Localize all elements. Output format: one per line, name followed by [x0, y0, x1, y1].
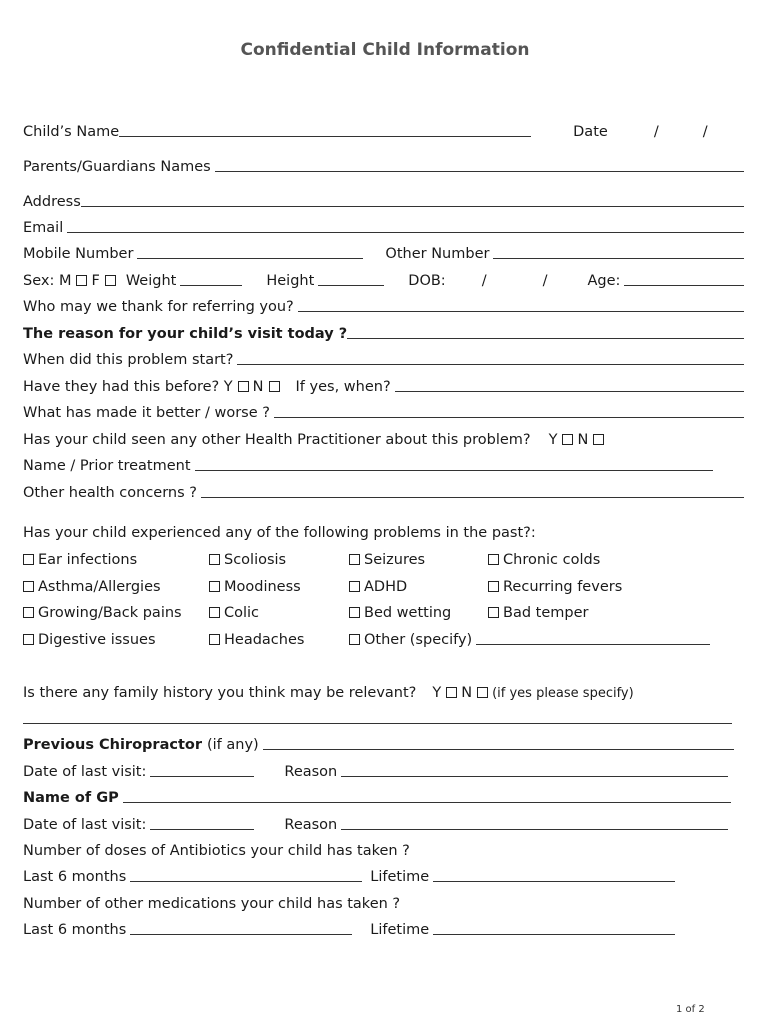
history-option-label: Bad temper: [503, 605, 589, 621]
history-option[interactable]: [23, 599, 182, 621]
dob-label: DOB:: [408, 273, 446, 289]
age-field[interactable]: [624, 285, 744, 286]
history-option-label: Scoliosis: [224, 552, 287, 568]
other-meds-lifetime-field[interactable]: [433, 934, 675, 935]
problem-start-row: [23, 346, 746, 368]
seen-other-label: Has your child seen any other Health Practitioner about this problem?: [23, 432, 531, 448]
history-option[interactable]: [209, 546, 286, 568]
history-option[interactable]: [209, 573, 301, 595]
reason-label: The reason for your child’s visit today ?: [23, 326, 348, 342]
mobile-field[interactable]: [137, 258, 363, 259]
had-before-n-checkbox[interactable]: [269, 381, 280, 392]
antibiotics-counts-row: [23, 863, 746, 885]
other-number-label: Other Number: [385, 246, 490, 262]
history-row: [23, 546, 763, 568]
had-before-n-label: N: [252, 379, 264, 395]
if-yes-when-field[interactable]: [395, 391, 744, 392]
sex-m-checkbox[interactable]: [76, 275, 87, 286]
history-option[interactable]: [488, 546, 600, 568]
history-option-label: Bed wetting: [364, 605, 452, 621]
gp-label: Name of GP: [23, 790, 119, 806]
other-meds-label: Number of other medications your child has taken ?: [23, 896, 401, 912]
referral-label: Who may we thank for referring you?: [23, 299, 294, 315]
history-checkbox[interactable]: [209, 554, 220, 565]
history-option[interactable]: [349, 626, 712, 648]
antibiotics-label: Number of doses of Antibiotics your child has taken ?: [23, 843, 410, 859]
history-checkbox[interactable]: [488, 607, 499, 618]
address-field[interactable]: [81, 206, 744, 207]
family-specify-label: (if yes please specify): [492, 686, 634, 701]
antibiotics-lifetime-label: Lifetime: [370, 869, 430, 885]
chiro-visit-row: [23, 758, 730, 780]
gp-field[interactable]: [123, 802, 731, 803]
problem-start-field[interactable]: [237, 364, 744, 365]
parents-field[interactable]: [215, 171, 744, 172]
history-row: [23, 573, 763, 595]
chiro-last-visit-label: Date of last visit:: [23, 764, 147, 780]
antibiotics-lifetime-field[interactable]: [433, 881, 675, 882]
other-meds-lifetime-label: Lifetime: [370, 922, 430, 938]
history-checkbox[interactable]: [488, 581, 499, 592]
family-history-label: Is there any family history you think may be relevant?: [23, 685, 417, 701]
weight-field[interactable]: [180, 285, 242, 286]
address-row: [23, 188, 746, 210]
reason-row: [23, 320, 746, 342]
history-option[interactable]: [209, 626, 304, 648]
history-option-label: Seizures: [364, 552, 426, 568]
gp-reason-field[interactable]: [341, 829, 728, 830]
seen-other-n-label: N: [577, 432, 589, 448]
childs-name-row: [23, 118, 746, 140]
dob-slash-1: /: [481, 273, 487, 289]
height-label: Height: [266, 273, 315, 289]
history-option-label: Growing/Back pains: [38, 605, 182, 621]
family-y-label: Y: [432, 685, 442, 701]
referral-field[interactable]: [298, 311, 744, 312]
prior-treatment-row: [23, 452, 746, 474]
history-checkbox[interactable]: [209, 607, 220, 618]
problem-start-label: When did this problem start?: [23, 352, 234, 368]
parents-row: [23, 153, 746, 175]
history-option-label: Ear infections: [38, 552, 138, 568]
history-option[interactable]: [349, 573, 407, 595]
history-row: [23, 599, 763, 621]
history-option[interactable]: [349, 546, 425, 568]
history-checkbox[interactable]: [23, 554, 34, 565]
sex-f-label: F: [91, 273, 100, 289]
sex-f-checkbox[interactable]: [105, 275, 116, 286]
history-checkbox[interactable]: [209, 581, 220, 592]
history-option-label: Headaches: [224, 632, 305, 648]
had-before-y-checkbox[interactable]: [238, 381, 249, 392]
history-option-label: ADHD: [364, 579, 408, 595]
better-worse-field[interactable]: [274, 417, 744, 418]
email-field[interactable]: [67, 232, 744, 233]
history-question-row: [23, 519, 746, 541]
other-meds-row: [23, 890, 746, 912]
history-question: Has your child experienced any of the following problems in the past?:: [23, 525, 536, 541]
history-option[interactable]: [349, 599, 451, 621]
date-slash-1: /: [653, 124, 659, 140]
history-option-label: Digestive issues: [38, 632, 156, 648]
gp-last-visit-label: Date of last visit:: [23, 817, 147, 833]
better-worse-label: What has made it better / worse ?: [23, 405, 270, 421]
history-checkbox[interactable]: [349, 554, 360, 565]
history-option[interactable]: [23, 546, 137, 568]
had-before-label: Have they had this before? Y: [23, 379, 233, 395]
chiro-last-visit-field[interactable]: [150, 776, 254, 777]
prev-chiro-if-any: (if any): [207, 737, 259, 753]
seen-other-n-checkbox[interactable]: [593, 434, 604, 445]
family-history-row: [23, 679, 746, 701]
history-option-label: Recurring fevers: [503, 579, 623, 595]
gp-visit-row: [23, 811, 730, 833]
dob-slash-2: /: [542, 273, 548, 289]
other-number-field[interactable]: [493, 258, 744, 259]
prev-chiro-label: Previous Chiropractor: [23, 737, 202, 753]
history-checkbox[interactable]: [209, 634, 220, 645]
page-title: Confidential Child Information: [240, 40, 530, 60]
history-option-label: Moodiness: [224, 579, 301, 595]
prev-chiro-field[interactable]: [263, 749, 734, 750]
history-checkbox[interactable]: [488, 554, 499, 565]
history-option[interactable]: [488, 573, 622, 595]
gp-reason-label: Reason: [284, 817, 338, 833]
seen-other-row: [23, 426, 746, 448]
other-concerns-field[interactable]: [201, 497, 744, 498]
family-specify-row: [23, 705, 734, 727]
history-checkbox[interactable]: [23, 607, 34, 618]
other-concerns-row: [23, 479, 746, 501]
other-concerns-label: Other health concerns ?: [23, 485, 197, 501]
family-n-label: N: [461, 685, 473, 701]
history-checkbox[interactable]: [23, 581, 34, 592]
history-checkbox[interactable]: [23, 634, 34, 645]
gp-last-visit-field[interactable]: [150, 829, 254, 830]
antibiotics-last6-label: Last 6 months: [23, 869, 127, 885]
history-option-label: Other (specify): [364, 632, 473, 648]
history-option-label: Asthma/Allergies: [38, 579, 161, 595]
history-option-label: Chronic colds: [503, 552, 601, 568]
chiro-reason-label: Reason: [284, 764, 338, 780]
address-label: Address: [23, 194, 81, 210]
had-before-row: [23, 373, 746, 395]
history-option[interactable]: [488, 599, 588, 621]
antibiotics-last6-field[interactable]: [130, 881, 362, 882]
gp-row: [23, 784, 733, 806]
other-meds-counts-row: [23, 916, 746, 938]
seen-other-y-label: Y: [548, 432, 558, 448]
reason-field[interactable]: [347, 338, 744, 339]
antibiotics-row: [23, 837, 746, 859]
history-option[interactable]: [23, 573, 161, 595]
other-meds-last6-field[interactable]: [130, 934, 352, 935]
family-specify-field[interactable]: [23, 723, 732, 724]
prior-treatment-field[interactable]: [195, 470, 713, 471]
age-label: Age:: [587, 273, 621, 289]
mobile-label: Mobile Number: [23, 246, 134, 262]
other-specify-field[interactable]: [476, 644, 710, 645]
sex-row: [23, 267, 746, 289]
prior-treatment-label: Name / Prior treatment: [23, 458, 191, 474]
height-field[interactable]: [318, 285, 384, 286]
history-checkbox[interactable]: [349, 607, 360, 618]
chiro-reason-field[interactable]: [341, 776, 728, 777]
email-row: [23, 214, 746, 236]
page-number: 1 of 2: [676, 1004, 705, 1015]
history-checkbox[interactable]: [349, 581, 360, 592]
phone-row: [23, 240, 746, 262]
if-yes-when-label: If yes, when?: [295, 379, 391, 395]
history-checkbox[interactable]: [349, 634, 360, 645]
family-n-checkbox[interactable]: [477, 687, 488, 698]
childs-name-label: Child’s Name: [23, 124, 120, 140]
weight-label: Weight: [125, 273, 177, 289]
parents-label: Parents/Guardians Names: [23, 159, 211, 175]
prev-chiro-row: [23, 731, 736, 753]
seen-other-y-checkbox[interactable]: [562, 434, 573, 445]
family-y-checkbox[interactable]: [446, 687, 457, 698]
history-option-label: Colic: [224, 605, 260, 621]
other-meds-last6-label: Last 6 months: [23, 922, 127, 938]
history-option[interactable]: [23, 626, 156, 648]
sex-label: Sex: M: [23, 273, 72, 289]
childs-name-field[interactable]: [119, 136, 531, 137]
history-option[interactable]: [209, 599, 259, 621]
better-worse-row: [23, 399, 746, 421]
date-label: Date: [573, 124, 608, 140]
email-label: Email: [23, 220, 64, 236]
history-row: [23, 626, 763, 648]
date-slash-2: /: [702, 124, 708, 140]
referral-row: [23, 293, 746, 315]
